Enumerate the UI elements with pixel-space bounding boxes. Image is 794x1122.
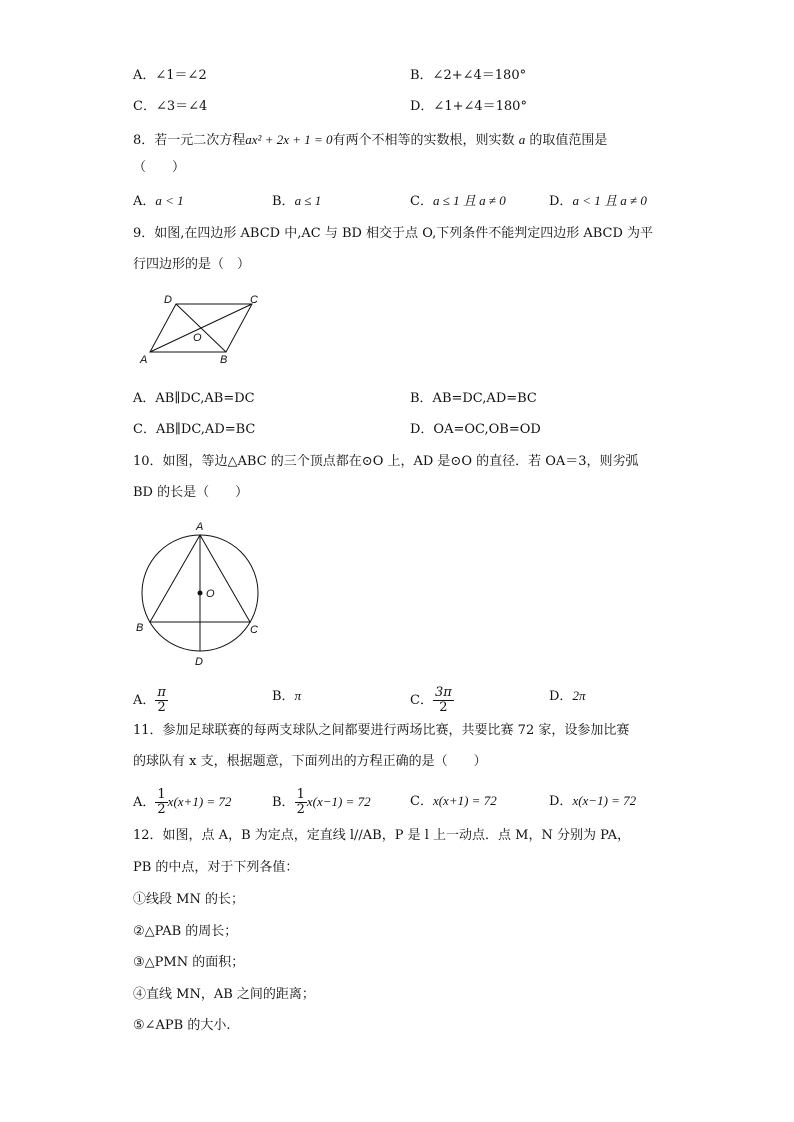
q10-label-b: B xyxy=(136,622,144,634)
q9-label-b: B xyxy=(220,354,228,366)
q8-option-b: B．a ≤ 1 xyxy=(272,193,322,209)
q10-option-a: A． $\frac{\pi}{2}$ xyxy=(133,685,166,715)
q7-option-c: C．∠3＝∠4 xyxy=(133,99,208,114)
q11-option-c: C．x(x+1) = 72 xyxy=(410,793,497,809)
q8-stem xyxy=(133,130,607,151)
q10-option-c: C． $\frac{3\pi}{2}$ xyxy=(410,685,452,715)
q10-circle-figure xyxy=(130,515,270,670)
q7-option-d: D．∠1+∠4＝180° xyxy=(410,99,527,114)
q10-stem-line1: 10．如图，等边△ABC 的三个顶点都在⊙O 上，AD 是⊙O 的直径．若 OA＝3，则劣弧 xyxy=(133,454,639,469)
q8-paren: （ ） xyxy=(133,160,186,175)
q9-option-d: D．OA=OC,OB=OD xyxy=(410,422,541,437)
q10-label-c: C xyxy=(250,624,258,636)
q8-stem-end: 的取值范围是 xyxy=(529,133,608,148)
q11-stem-line2: 的球队有 x 支，根据题意，下面列出的方程正确的是（ ） xyxy=(133,754,487,769)
q9-option-c: C．AB∥DC,AD=BC xyxy=(133,422,256,437)
q12-item: ⑤∠APB 的大小. xyxy=(133,1018,231,1033)
q8-option-c: C．a ≤ 1 且 a ≠ 0 xyxy=(410,193,506,209)
q9-label-d: D xyxy=(164,294,172,306)
q9-label-c: C xyxy=(250,294,258,306)
q9-option-a: A．AB∥DC,AB=DC xyxy=(133,391,255,406)
q10-option-d: D．2π xyxy=(549,688,586,704)
q9-stem-line2: 行四边形的是（ ） xyxy=(133,257,251,272)
q9-option-b: B．AB=DC,AD=BC xyxy=(410,391,537,406)
q7-option-b: B．∠2+∠4＝180° xyxy=(410,68,527,83)
q12-item: ②△PAB 的周长； xyxy=(133,924,238,939)
q10-label-o: O xyxy=(206,588,215,600)
q10-label-d: D xyxy=(195,656,203,668)
q8-option-d: D．a < 1 且 a ≠ 0 xyxy=(549,193,647,209)
q9-stem-line1: 9．如图,在四边形 ABCD 中,AC 与 BD 相交于点 O,下列条件不能判定四边形 ABCD 为平 xyxy=(133,226,654,241)
q8-var: a xyxy=(518,132,526,147)
q12-item: ①线段 MN 的长； xyxy=(133,892,244,907)
q12-stem-line1: 12．如图，点 A，B 为定点，定直线 l//AB，P 是 l 上一动点．点 M，N 分别为 PA， xyxy=(133,828,631,843)
q8-option-a: A．a < 1 xyxy=(133,193,184,209)
q8-stem-pre: 8．若一元二次方程 xyxy=(133,133,246,148)
q9-parallelogram-figure xyxy=(138,290,268,370)
q12-item: ④直线 MN，AB 之间的距离； xyxy=(133,987,315,1002)
q9-label-a: A xyxy=(140,354,148,366)
q9-label-o: O xyxy=(193,332,202,344)
q10-option-b: B．π xyxy=(272,688,302,704)
q12-item: ③△PMN 的面积； xyxy=(133,955,245,970)
q8-equation: ax² + 2x + 1 = 0 xyxy=(245,132,333,147)
q8-stem-post: 有两个不相等的实数根，则实数 xyxy=(332,133,515,148)
q10-label-a: A xyxy=(196,521,204,533)
q7-option-a: A．∠1＝∠2 xyxy=(133,68,207,83)
q11-option-b: B． $\frac{1}{2}$ x(x−1) = 72 xyxy=(272,787,371,817)
q12-stem-line2: PB 的中点，对于下列各值： xyxy=(133,860,299,875)
q11-option-a: A． $\frac{1}{2}$ x(x+1) = 72 xyxy=(133,787,232,817)
q10-stem-line2: BD 的长是（ ） xyxy=(133,485,249,500)
q11-stem-line1: 11．参加足球联赛的每两支球队之间都要进行两场比赛，共要比赛 72 家，设参加比赛 xyxy=(133,723,630,738)
q11-option-d: D．x(x−1) = 72 xyxy=(549,793,637,809)
